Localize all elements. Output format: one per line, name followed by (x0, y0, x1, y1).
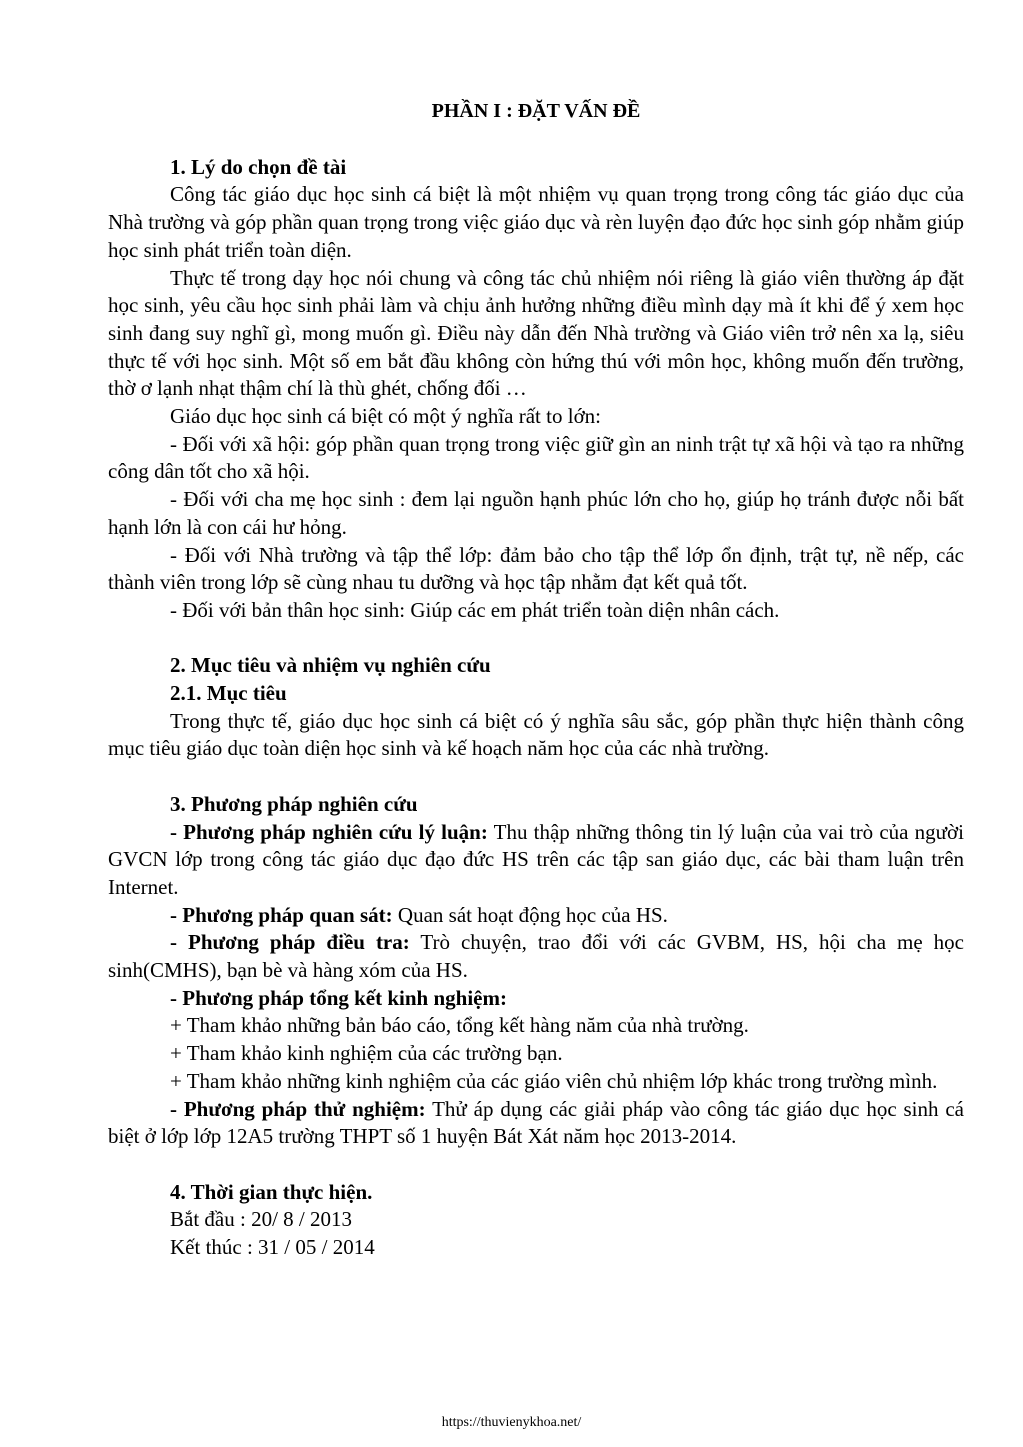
method-4-label: - Phương pháp tổng kết kinh nghiệm: (170, 985, 507, 1010)
end-date: Kết thúc : 31 / 05 / 2014 (170, 1235, 375, 1260)
section-1-paragraph-3: Giáo dục học sinh cá biệt có một ý nghĩa rất to lớn: (170, 404, 602, 429)
method-3-text: Trò chuyện, trao đổi với các GVBM, HS, hội cha mẹ học sinh(CMHS), bạn bè và hàng xóm của HS. (108, 930, 964, 983)
method-1-text: Thu thập những thông tin lý luận của vai trò của người GVCN lớp trong công tác giáo dục đạo đức HS trên các tập san giáo dục, các bài tham luận trên Internet. (108, 819, 964, 899)
method-2-label: - Phương pháp quan sát: (170, 902, 393, 927)
section-4-heading: 4. Thời gian thực hiện. (170, 1179, 373, 1204)
method-4-item-1: + Tham khảo những bản báo cáo, tổng kết hàng năm của nhà trường. (170, 1013, 749, 1038)
section-1-heading: 1. Lý do chọn đề tài (170, 154, 347, 179)
method-2-text: Quan sát hoạt động học của HS. (392, 902, 668, 927)
start-date: Bắt đầu : 20/ 8 / 2013 (170, 1207, 352, 1232)
section-1-paragraph-5: - Đối với cha mẹ học sinh : đem lại nguồn hạnh phúc lớn cho họ, giúp họ tránh được nỗi bất hạnh lớn là con cái hư hỏng. (108, 487, 964, 539)
document-body (108, 98, 964, 1262)
method-3-label: - Phương pháp điều tra: (170, 930, 410, 955)
section-1-paragraph-4: - Đối với xã hội: góp phần quan trọng trong việc giữ gìn an ninh trật tự xã hội và tạo ra những công dân tốt cho xã hội. (108, 431, 964, 484)
method-5-label: - Phương pháp thử nghiệm: (170, 1096, 426, 1121)
section-2-heading: 2. Mục tiêu và nhiệm vụ nghiên cứu (170, 653, 491, 678)
method-4-item-3: + Tham khảo những kinh nghiệm của các giáo viên chủ nhiệm lớp khác trong trường mình. (170, 1068, 938, 1093)
method-3 (108, 929, 964, 984)
section-1-paragraph-7: - Đối với bản thân học sinh: Giúp các em phát triển toàn diện nhân cách. (170, 597, 780, 622)
section-1-paragraph-6: - Đối với Nhà trường và tập thể lớp: đảm bảo cho tập thể lớp ổn định, trật tự, nề nếp, các thành viên trong lớp sẽ cùng nhau tu dưỡng và học tập nhằm đạt kết quả tốt. (108, 542, 964, 595)
section-1-paragraph-1: Công tác giáo dục học sinh cá biệt là một nhiệm vụ quan trọng trong công tác giáo dục của Nhà trường và góp phần quan trọng trong việc giáo dục và rèn luyện đạo đức học sinh góp nhằm giúp học sinh phát triển toàn diện. (108, 182, 964, 262)
method-1-label: - Phương pháp nghiên cứu lý luận: (170, 819, 488, 844)
footer-url: https://thuvienykhoa.net/ (441, 1415, 582, 1430)
section-2-paragraph-1: Trong thực tế, giáo dục học sinh cá biệt có ý nghĩa sâu sắc, góp phần thực hiện thành công mục tiêu giáo dục toàn diện học sinh và kế hoạch năm học của các nhà trường. (108, 708, 964, 761)
method-4-item-2: + Tham khảo kinh nghiệm của các trường bạn. (170, 1041, 563, 1066)
section-2-1-heading: 2.1. Mục tiêu (170, 681, 287, 706)
method-4 (108, 985, 964, 1013)
page-title: PHẦN I : ĐẶT VẤN ĐỀ (431, 100, 641, 122)
spacer (108, 625, 964, 653)
section-3-heading: 3. Phương pháp nghiên cứu (170, 791, 418, 816)
method-5-text: Thử áp dụng các giải pháp vào công tác giáo dục học sinh cá biệt ở lớp lớp 12A5 trường THPT số 1 huyện Bát Xát năm học 2013-2014. (108, 1096, 964, 1149)
method-5 (108, 1096, 964, 1151)
spacer (108, 1151, 964, 1179)
section-1-paragraph-2: Thực tế trong dạy học nói chung và công tác chủ nhiệm nói riêng là giáo viên thường áp đặt học sinh, yêu cầu học sinh phải làm và chịu ảnh hưởng những điều mình dạy mà ít khi để ý xem học sinh đang suy nghĩ gì, mong muốn gì. Điều này dẫn đến Nhà trường và Giáo viên trở nên xa lạ, siêu thực tế với học sinh. Một số em bắt đầu không còn hứng thú với môn học, không muốn đến trường, thờ ơ lạnh nhạt thậm chí là thù ghét, chống đối … (108, 265, 964, 401)
method-1 (108, 819, 964, 902)
spacer (108, 763, 964, 791)
method-2 (108, 902, 964, 930)
